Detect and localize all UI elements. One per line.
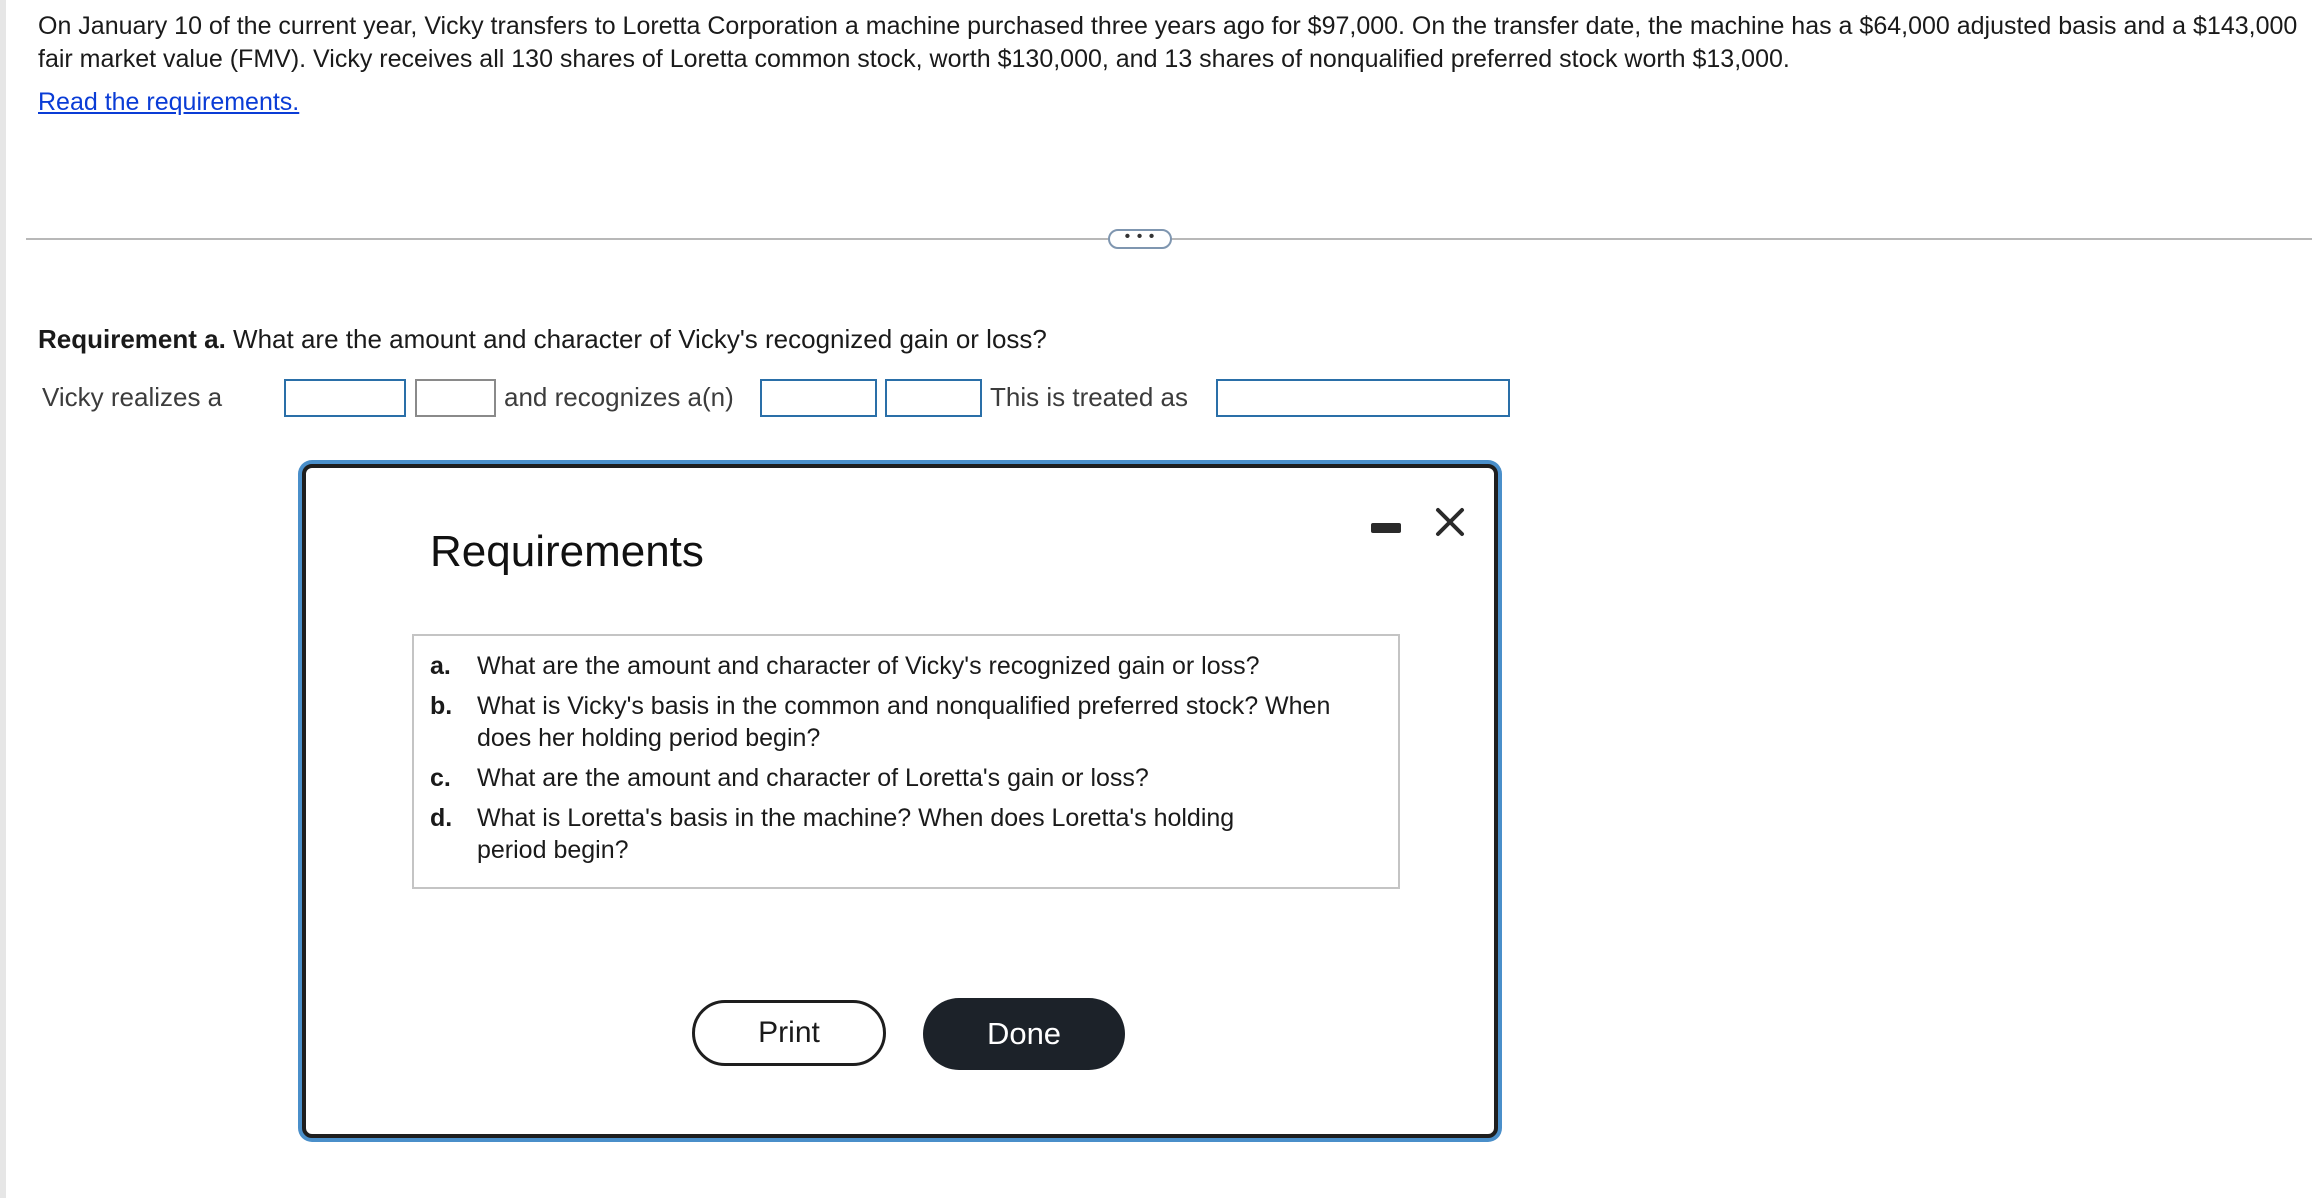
list-item [430, 802, 1382, 866]
done-button[interactable]: Done [923, 998, 1125, 1070]
recognized-amount-field[interactable] [885, 379, 982, 417]
requirement-a-label: Requirement a. [38, 324, 226, 354]
realized-type-field[interactable] [284, 379, 406, 417]
realizes-label: Vicky realizes a [42, 382, 223, 412]
list-item [430, 762, 1382, 794]
list-item-text: What is Loretta's basis in the machine? When does Loretta's holding period begin? [477, 804, 1235, 864]
requirements-dialog [298, 460, 1502, 1142]
requirements-dialog-body [302, 464, 1498, 1138]
requirements-list [412, 634, 1400, 889]
list-item-letter: d. [430, 804, 453, 832]
dialog-title: Requirements [430, 527, 704, 576]
problem-statement: On January 10 of the current year, Vicky transfers to Loretta Corporation a machine purchased three years ago for $97,000. On the transfer date, the machine has a $64,000 adjusted basis and a $143,000 fair market value (FMV). Vicky receives all 130 shares of Loretta common stock, worth $130,000, and 13 shares of nonqualified preferred stock worth $13,000. [38, 12, 2298, 73]
list-item-letter: b. [430, 692, 453, 720]
list-item-letter: c. [430, 764, 451, 792]
list-item [430, 690, 1382, 754]
page-left-border [0, 0, 6, 1198]
read-requirements-link[interactable]: Read the requirements. [38, 88, 300, 116]
treated-as-label: This is treated as [990, 382, 1188, 412]
requirement-a-question: What are the amount and character of Vicky's recognized gain or loss? [225, 324, 1047, 354]
requirement-a-heading [38, 322, 1047, 356]
print-button[interactable]: Print [692, 1000, 886, 1066]
minimize-icon[interactable] [1371, 523, 1401, 533]
list-item [430, 650, 1382, 682]
list-item-text: What is Vicky's basis in the common and nonqualified preferred stock? When does her holding period begin? [477, 692, 1331, 752]
list-item-text: What are the amount and character of Vicky's recognized gain or loss? [477, 652, 1260, 680]
character-field[interactable] [1216, 379, 1510, 417]
realized-amount-field[interactable] [415, 379, 496, 417]
list-item-text: What are the amount and character of Loretta's gain or loss? [477, 764, 1149, 792]
list-item-letter: a. [430, 652, 451, 680]
recognized-type-field[interactable] [760, 379, 877, 417]
expand-ellipsis-button[interactable]: • • • [1108, 229, 1172, 249]
close-icon[interactable] [1428, 500, 1472, 544]
recognizes-label: and recognizes a(n) [504, 382, 734, 412]
